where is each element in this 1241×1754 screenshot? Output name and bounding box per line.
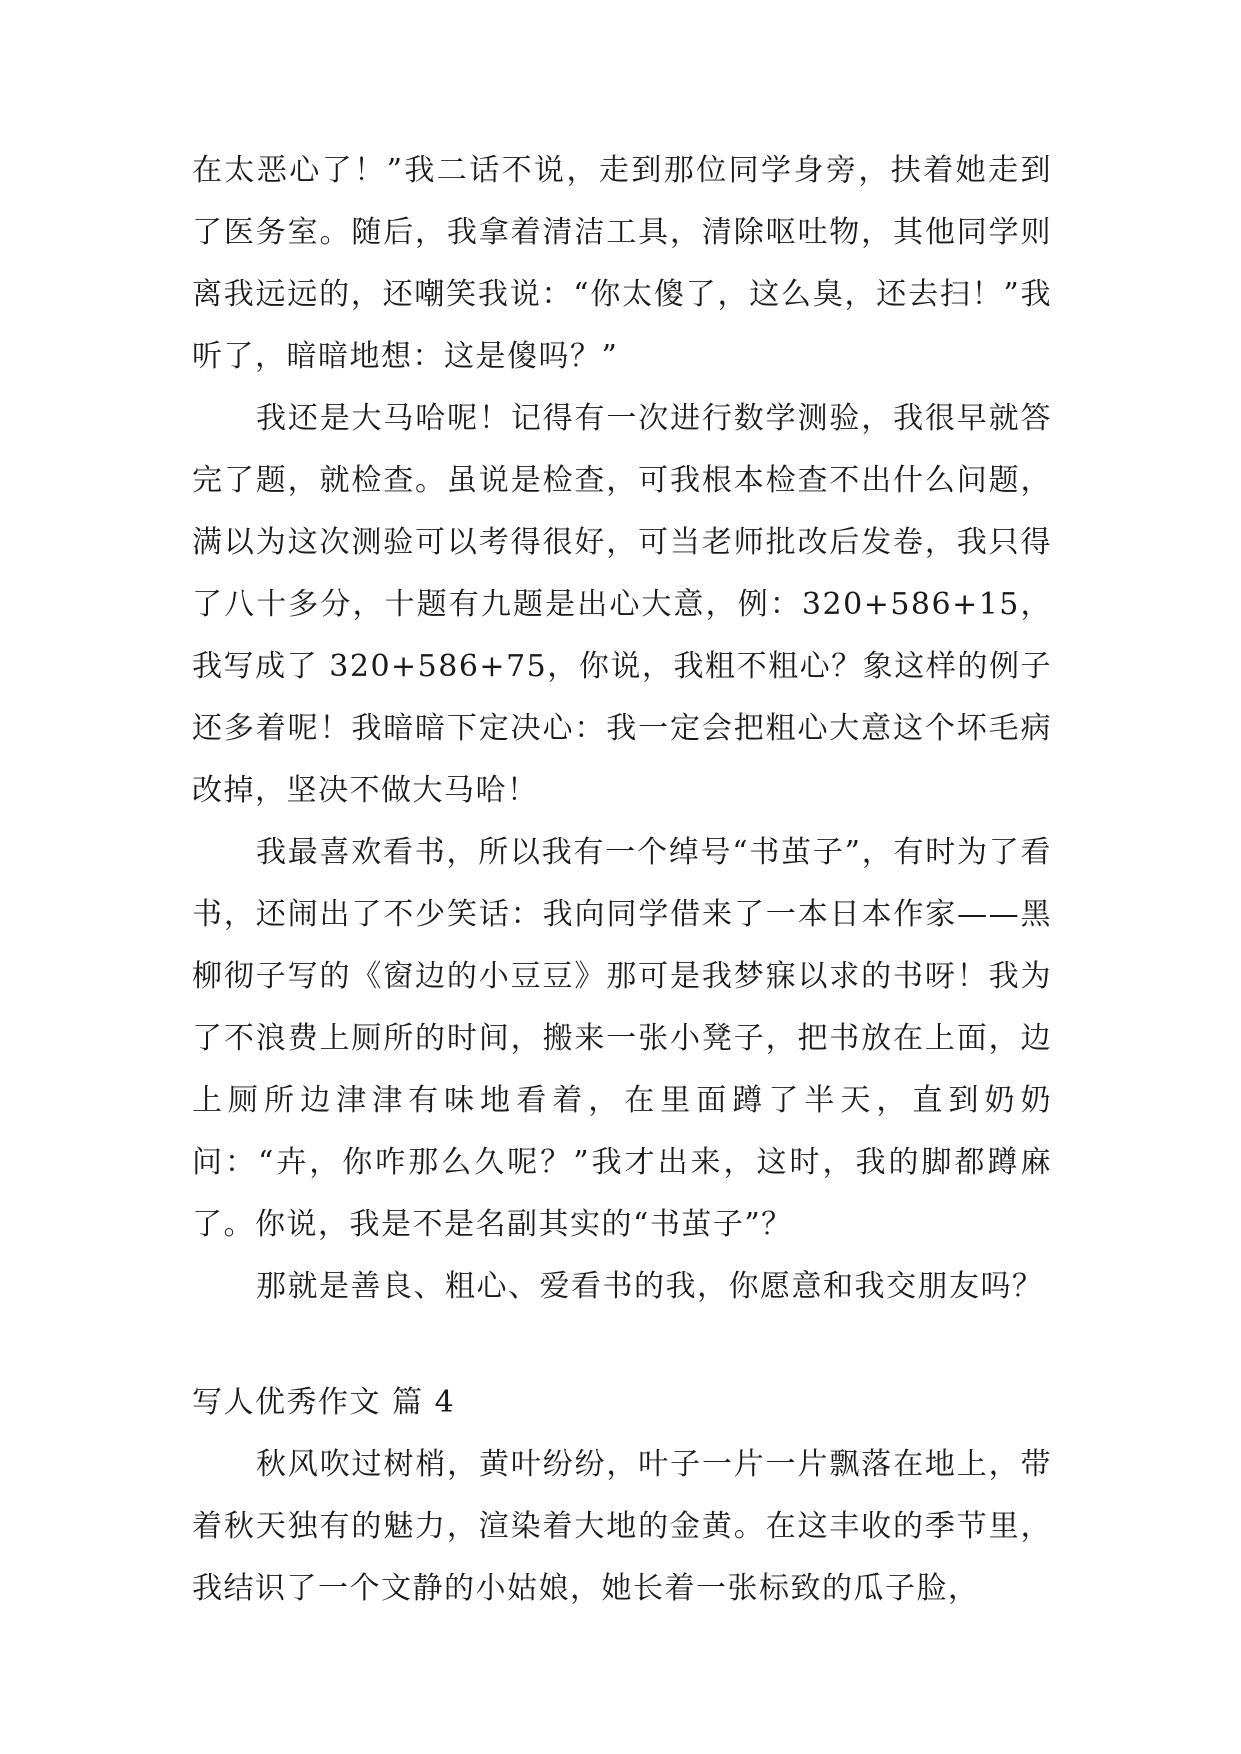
document-body (192, 140, 1052, 1620)
paragraph-autumn: 秋风吹过树梢，黄叶纷纷，叶子一片一片飘落在地上，带着秋天独有的魅力，渲染着大地的金黄。在这丰收的季节里，我结识了一个文静的小姑娘，她长着一张标致的瓜子脸， (192, 1447, 1052, 1606)
section-heading: 写人优秀作文 篇 4 (192, 1385, 456, 1420)
paragraph-careless: 我还是大马哈呢！记得有一次进行数学测验，我很早就答完了题，就检查。虽说是检查，可我根本检查不出什么问题，满以为这次测验可以考得很好，可当老师批改后发卷，我只得了八十多分，十题有九题是出心大意，例：320+586+15，我写成了 320+586+75，你说，我粗不粗心？象这样的例子还多着呢！我暗暗下定决心：我一定会把粗心大意这个坏毛病改掉，坚决不做大马哈！ (192, 401, 1052, 808)
paragraph-bookworm: 我最喜欢看书，所以我有一个绰号“书茧子”，有时为了看书，还闹出了不少笑话：我向同学借来了一本日本作家——黑柳彻子写的《窗边的小豆豆》那可是我梦寐以求的书呀！我为了不浪费上厕所的时间，搬来一张小凳子，把书放在上面，边上厕所边津津有味地看着，在里面蹲了半天，直到奶奶问：“卉，你咋那么久呢？”我才出来，这时，我的脚都蹲麻了。你说，我是不是名副其实的“书茧子”？ (192, 835, 1052, 1242)
paragraph-continuation: 在太恶心了！”我二话不说，走到那位同学身旁，扶着她走到了医务室。随后，我拿着清洁工具，清除呕吐物，其他同学则离我远远的，还嘲笑我说：“你太傻了，这么臭，还去扫！”我听了，暗暗地想：这是傻吗？” (192, 153, 1052, 374)
paragraph-conclusion: 那就是善良、粗心、爱看书的我，你愿意和我交朋友吗？ (256, 1269, 1044, 1304)
